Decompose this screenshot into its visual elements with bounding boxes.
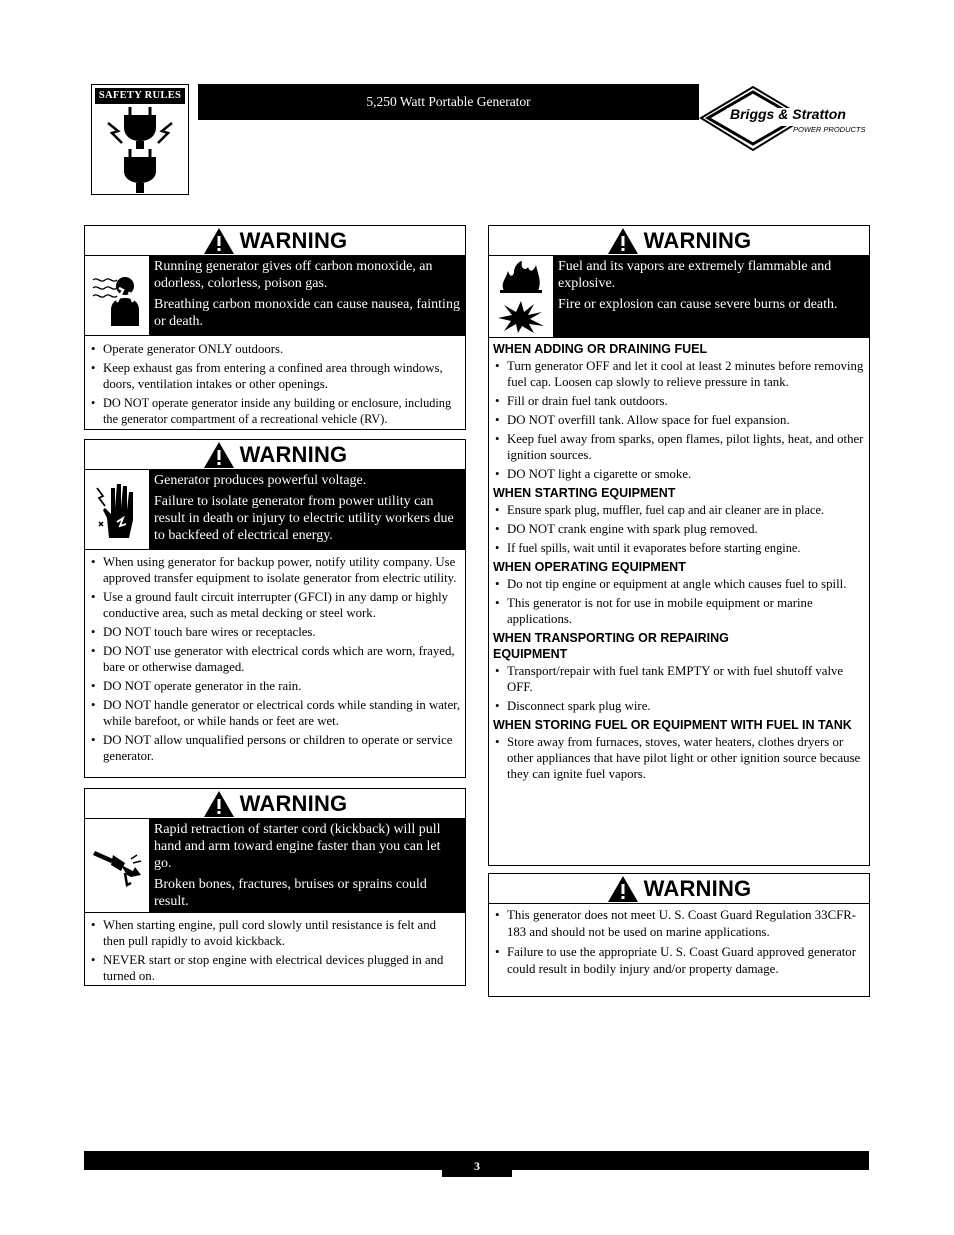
list-item: • Operate generator ONLY outdoors. xyxy=(89,341,461,357)
list-item: • Fill or drain fuel tank outdoors. xyxy=(493,393,865,409)
warning-header xyxy=(85,226,465,256)
hazard-description xyxy=(554,256,869,337)
list-item: • Store away from furnaces, stoves, water heaters, clothes dryers or other appliances that have pilot light or other ignition source because they can ignite fuel vapors. xyxy=(493,734,865,782)
fuel-rules xyxy=(489,337,869,782)
hazard-text: Fuel and its vapors are extremely flammable and explosive. xyxy=(558,259,832,291)
list-item: • This generator does not meet U. S. Coast Guard Regulation 33CFR-183 and should not be used on marine applications. xyxy=(493,907,865,941)
warning-box-carbon-monoxide xyxy=(84,225,466,430)
plug-shock-icon xyxy=(94,105,186,193)
briggs-stratton-logo xyxy=(697,84,869,154)
warning-triangle-icon xyxy=(203,227,235,255)
list-item: • DO NOT operate generator in the rain. xyxy=(89,678,461,694)
hazard-text: Rapid retraction of starter cord (kickback) will pull hand and arm toward engine faster than you can let go. xyxy=(154,822,441,871)
hazard-description xyxy=(150,470,465,549)
rules-list xyxy=(85,912,465,990)
section-heading: WHEN TRANSPORTING OR REPAIRING EQUIPMENT xyxy=(493,631,729,661)
list-item: • Turn generator OFF and let it cool at least 2 minutes before removing fuel cap. Loosen cap slowly to relieve pressure in tank. xyxy=(493,358,865,390)
warning-title: WARNING xyxy=(643,875,752,901)
list-item: • If fuel spills, wait until it evaporates before starting engine. xyxy=(493,540,865,556)
electric-shock-hand-icon xyxy=(93,478,141,542)
list-item: • DO NOT use generator with electrical cords which are worn, frayed, bare or otherwise damaged. xyxy=(89,643,461,675)
safety-rules-label: SAFETY RULES xyxy=(95,88,185,104)
warning-triangle-icon xyxy=(607,227,639,255)
list-item: • DO NOT touch bare wires or receptacles. xyxy=(89,624,461,640)
hazard-text: Generator produces powerful voltage. xyxy=(154,473,367,488)
list-item: • Keep fuel away from sparks, open flames, pilot lights, heat, and other ignition sources. xyxy=(493,431,865,463)
hazard-text: Breathing carbon monoxide can cause nausea, fainting or death. xyxy=(154,297,460,329)
hazard-description xyxy=(150,256,465,335)
hazard-text: Broken bones, fractures, bruises or sprains could result. xyxy=(154,877,427,909)
section-heading: WHEN STARTING EQUIPMENT xyxy=(493,486,676,500)
warning-header xyxy=(85,789,465,819)
list-item: • When starting engine, pull cord slowly until resistance is felt and then pull rapidly to avoid kickback. xyxy=(89,917,461,949)
warning-box-fuel xyxy=(488,225,870,866)
list-item: • Keep exhaust gas from entering a confined area through windows, doors, ventilation intakes or other openings. xyxy=(89,360,461,392)
rules-list xyxy=(489,357,869,482)
list-item: • This generator is not for use in mobile equipment or marine applications. xyxy=(493,595,865,627)
list-item: • When using generator for backup power, notify utility company. Use approved transfer equipment to isolate generator from electric utility. xyxy=(89,554,461,586)
rules-list xyxy=(489,575,869,627)
hazard-text: Running generator gives off carbon monoxide, an odorless, colorless, poison gas. xyxy=(154,259,433,291)
page-number: 3 xyxy=(442,1151,512,1177)
brand-subtitle: POWER PRODUCTS xyxy=(793,125,866,134)
explosion-icon xyxy=(496,300,546,334)
section-heading: WHEN STORING FUEL OR EQUIPMENT WITH FUEL IN TANK xyxy=(493,718,852,732)
warning-triangle-icon xyxy=(203,441,235,469)
rules-list xyxy=(489,662,869,714)
warning-header xyxy=(489,226,869,256)
hazard-description xyxy=(150,819,465,912)
rules-list xyxy=(489,501,869,556)
safety-rules-logo xyxy=(91,84,189,195)
hazard-text: Fire or explosion can cause severe burns or death. xyxy=(558,297,838,312)
carbon-monoxide-person-icon xyxy=(89,266,145,326)
warning-title: WARNING xyxy=(239,227,348,253)
list-item: • Disconnect spark plug wire. xyxy=(493,698,865,714)
rules-list xyxy=(489,733,869,782)
list-item: • Do not tip engine or equipment at angle which causes fuel to spill. xyxy=(493,576,865,592)
warning-box-voltage xyxy=(84,439,466,778)
warning-title: WARNING xyxy=(239,790,348,816)
warning-box-kickback xyxy=(84,788,466,986)
document-title: 5,250 Watt Portable Generator xyxy=(198,84,699,120)
list-item: • Transport/repair with fuel tank EMPTY or with fuel shutoff valve OFF. xyxy=(493,663,865,695)
brand-name: Briggs & Stratton xyxy=(730,106,846,122)
list-item: • Failure to use the appropriate U. S. Coast Guard approved generator could result in bodily injury and/or property damage. xyxy=(493,944,865,978)
warning-header xyxy=(489,874,869,904)
warning-triangle-icon xyxy=(203,790,235,818)
list-item: • DO NOT operate generator inside any building or enclosure, including the generator compartment of a recreational vehicle (RV). xyxy=(89,395,461,427)
list-item: • DO NOT crank engine with spark plug removed. xyxy=(493,521,865,537)
section-heading: WHEN ADDING OR DRAINING FUEL xyxy=(493,342,708,356)
flame-icon xyxy=(496,259,546,293)
warning-header xyxy=(85,440,465,470)
list-item: • DO NOT allow unqualified persons or children to operate or service generator. xyxy=(89,732,461,764)
list-item: • DO NOT handle generator or electrical cords while standing in water, while barefoot, or while hands or feet are wet. xyxy=(89,697,461,729)
list-item: • NEVER start or stop engine with electrical devices plugged in and turned on. xyxy=(89,952,461,984)
warning-triangle-icon xyxy=(607,875,639,903)
kickback-hand-icon xyxy=(91,841,143,891)
hazard-text: Failure to isolate generator from power utility can result in death or injury to electric utility workers due to backfeed of electrical energy. xyxy=(154,494,454,543)
warning-title: WARNING xyxy=(239,441,348,467)
list-item: • DO NOT light a cigarette or smoke. xyxy=(493,466,865,482)
rules-list xyxy=(85,335,465,433)
warning-box-coast-guard xyxy=(488,873,870,997)
rules-list xyxy=(85,549,465,770)
list-item: • DO NOT overfill tank. Allow space for fuel expansion. xyxy=(493,412,865,428)
rules-list xyxy=(489,904,869,984)
list-item: • Ensure spark plug, muffler, fuel cap and air cleaner are in place. xyxy=(493,502,865,518)
section-heading: WHEN OPERATING EQUIPMENT xyxy=(493,560,686,574)
list-item: • Use a ground fault circuit interrupter (GFCI) in any damp or highly conductive area, such as metal decking or steel work. xyxy=(89,589,461,621)
warning-title: WARNING xyxy=(643,227,752,253)
